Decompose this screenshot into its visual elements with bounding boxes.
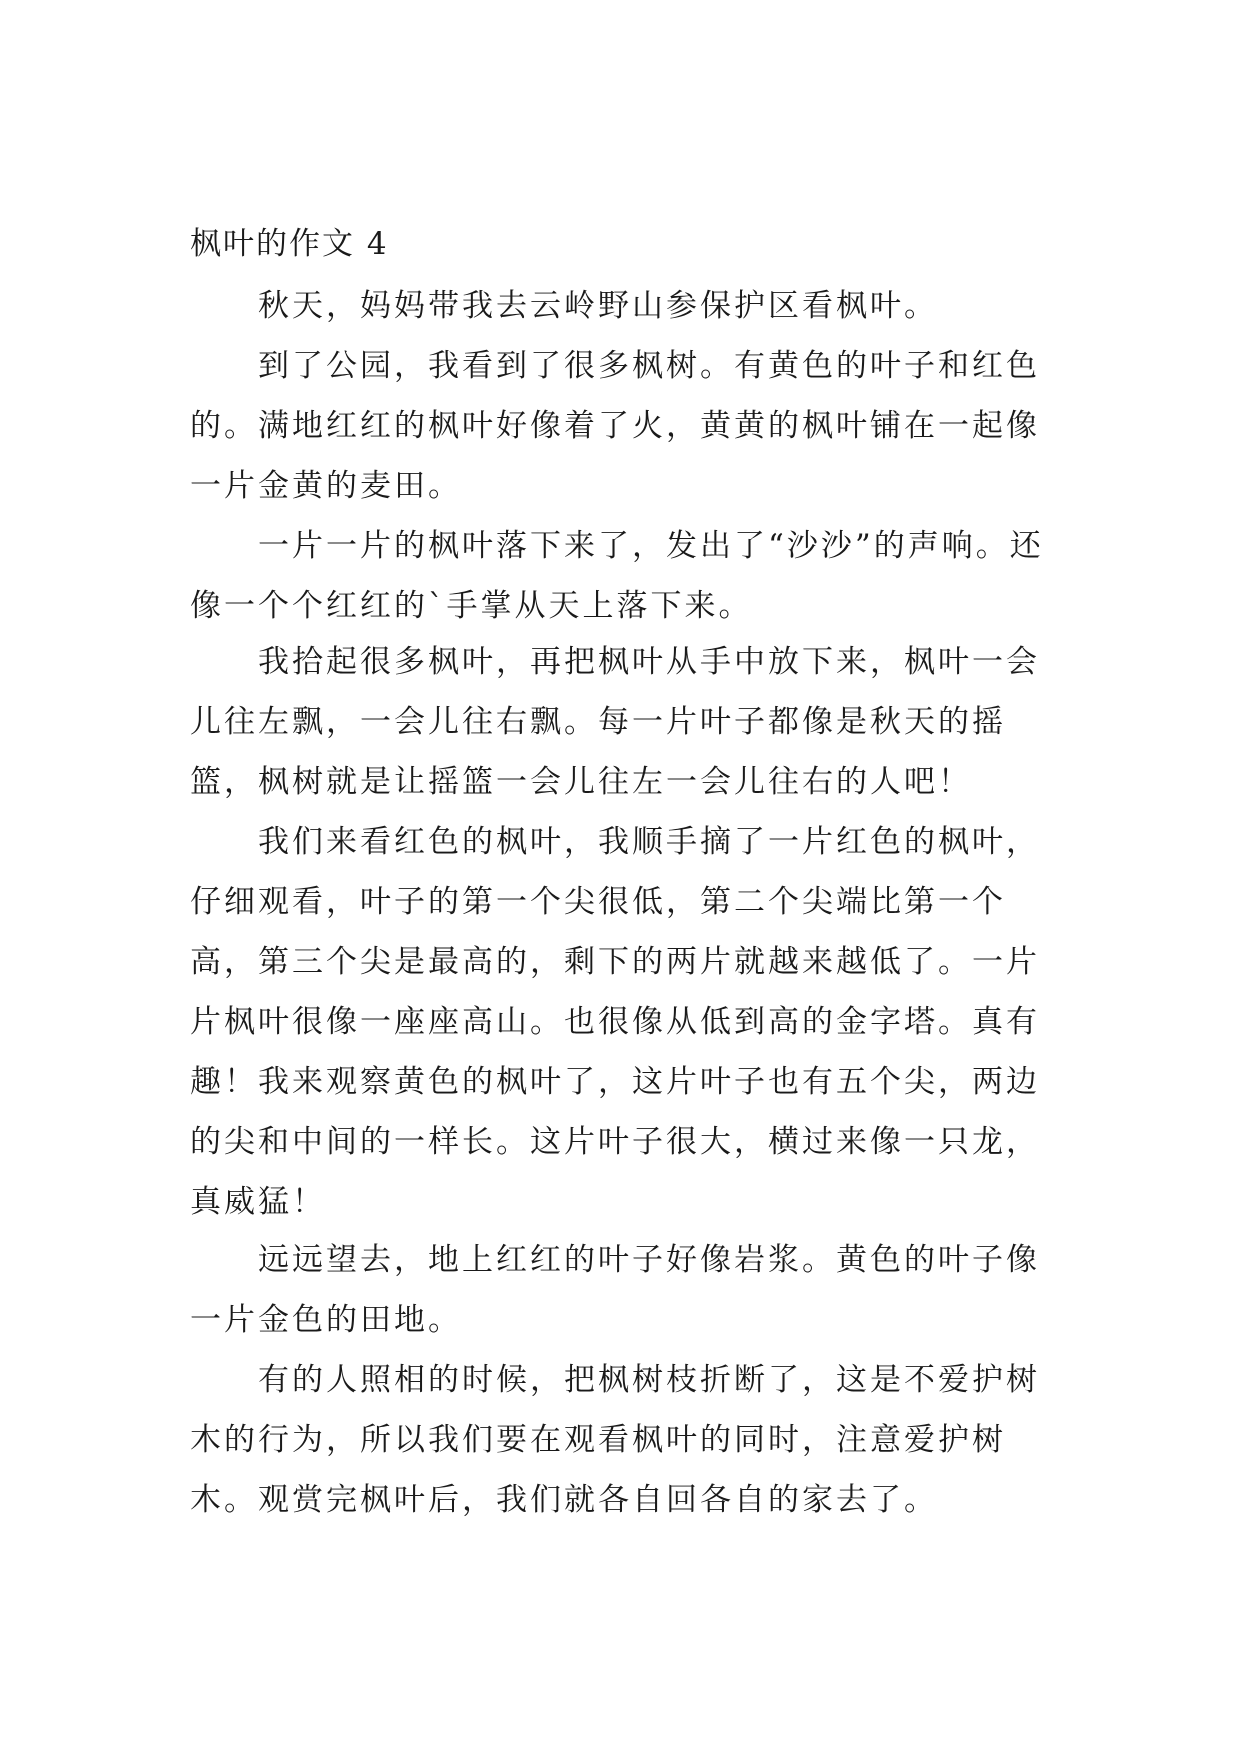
paragraph-2: 到了公园，我看到了很多枫树。有黄色的叶子和红色的。 xyxy=(190,348,1040,444)
paragraph-9: 有的人照相的时候，把枫树枝折断了，这是不爱护树木的行为，所以我们要在观看枫叶的同时，注意爱护树木。 xyxy=(190,1362,1040,1518)
paragraph-4: 一片一片的枫叶落下来了，发出了“沙沙”的声响。还像一个个红红的`手掌从天上落下来。 xyxy=(190,528,1044,624)
paragraph-3: 满地红红的枫叶好像着了火，黄黄的枫叶铺在一起像一片金黄的麦田。 xyxy=(190,408,1040,504)
paragraph-8: 远远望去，地上红红的叶子好像岩浆。黄色的叶子像一片金色的田地。 xyxy=(190,1242,1040,1338)
paragraph-5: 我拾起很多枫叶，再把枫叶从手中放下来，枫叶一会儿往左飘，一会儿往右飘。每一片叶子都像是秋天的摇篮，枫树就是让摇篮一会儿往左一会儿往右的人吧！ xyxy=(190,644,1040,800)
document-title: 枫叶的作文 4 xyxy=(190,226,389,262)
paragraph-10: 观赏完枫叶后，我们就各自回各自的家去了。 xyxy=(258,1482,938,1518)
paragraph-6: 我们来看红色的枫叶，我顺手摘了一片红色的枫叶，仔细观看，叶子的第一个尖很低，第二个尖端比第一个高，第三个尖是最高的，剩下的两片就越来越低了。一片片枫叶很像一座座高山。也很像从低到高的金字塔。真有趣！ xyxy=(190,824,1040,1100)
paragraph-1: 秋天，妈妈带我去云岭野山参保护区看枫叶。 xyxy=(258,288,938,324)
paragraph-7: 我来观察黄色的枫叶了，这片叶子也有五个尖，两边的尖和中间的一样长。这片叶子很大，横过来像一只龙，真威猛！ xyxy=(190,1064,1040,1220)
